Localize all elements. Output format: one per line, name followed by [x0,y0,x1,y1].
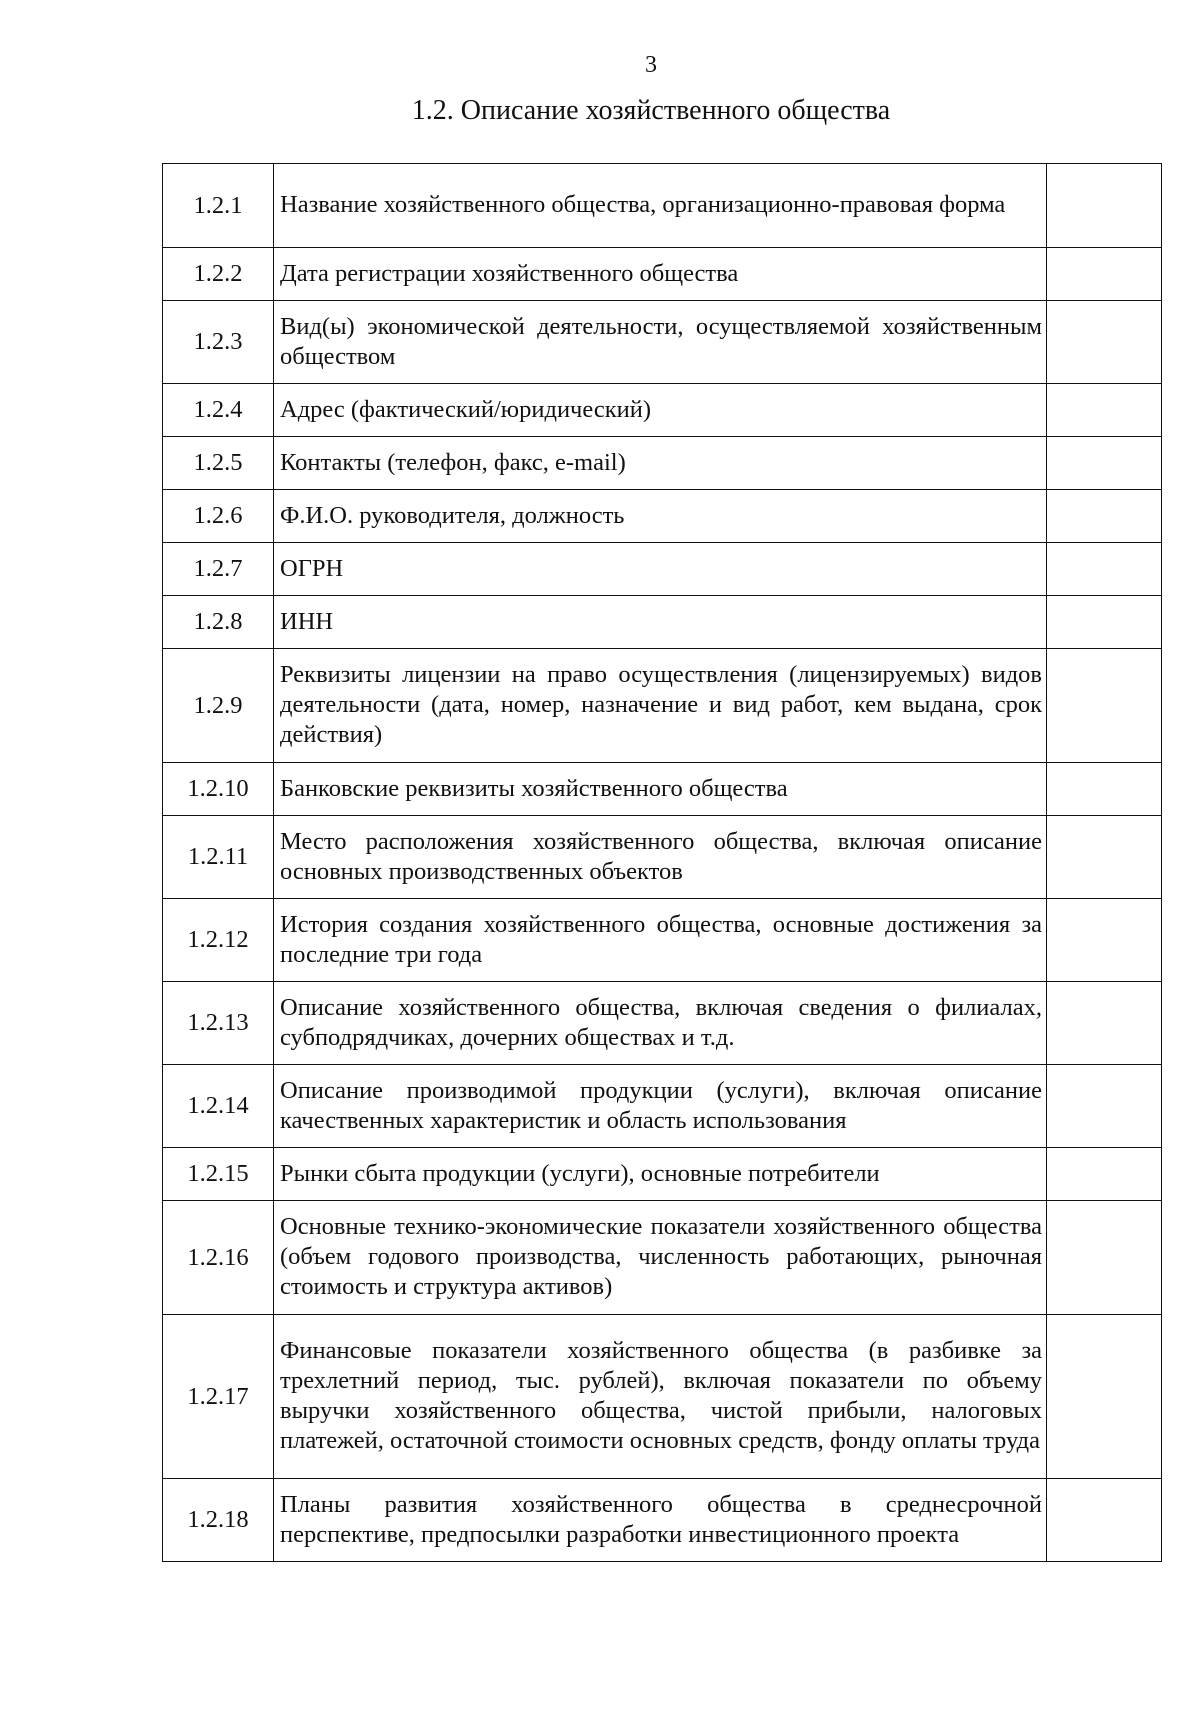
row-number: 1.2.8 [163,596,274,649]
row-value-cell[interactable] [1047,1065,1162,1148]
row-value-cell[interactable] [1047,164,1162,248]
row-value-cell[interactable] [1047,543,1162,596]
row-value-cell[interactable] [1047,816,1162,899]
row-number: 1.2.4 [163,384,274,437]
row-label: Описание производимой продукции (услуги), включая описание качественных характеристик и область использования [274,1065,1047,1148]
table-row [163,1148,1162,1201]
table-row [163,384,1162,437]
table-row [163,1479,1162,1562]
row-label: Планы развития хозяйственного общества в среднесрочной перспективе, предпосылки разработки инвестиционного проекта [274,1479,1047,1562]
company-description-table [162,163,1162,1562]
row-value-cell[interactable] [1047,982,1162,1065]
table-row [163,1315,1162,1479]
table-row [163,164,1162,248]
table-row [163,649,1162,763]
row-value-cell[interactable] [1047,1201,1162,1315]
row-number: 1.2.6 [163,490,274,543]
row-label: Место расположения хозяйственного общества, включая описание основных производственных объектов [274,816,1047,899]
page-number: 3 [645,52,657,78]
table-row [163,301,1162,384]
row-number: 1.2.12 [163,899,274,982]
row-value-cell[interactable] [1047,1315,1162,1479]
table-row [163,1201,1162,1315]
table-row [163,982,1162,1065]
row-number: 1.2.2 [163,248,274,301]
table-row [163,490,1162,543]
row-value-cell[interactable] [1047,248,1162,301]
row-number: 1.2.17 [163,1315,274,1479]
row-label: ОГРН [274,543,1047,596]
row-value-cell[interactable] [1047,596,1162,649]
row-number: 1.2.10 [163,763,274,816]
row-number: 1.2.11 [163,816,274,899]
row-number: 1.2.16 [163,1201,274,1315]
row-number: 1.2.7 [163,543,274,596]
row-label: История создания хозяйственного общества, основные достижения за последние три года [274,899,1047,982]
table-body [163,164,1162,1562]
row-value-cell[interactable] [1047,763,1162,816]
row-number: 1.2.9 [163,649,274,763]
row-label: Реквизиты лицензии на право осуществления (лицензируемых) видов деятельности (дата, номер, назначение и вид работ, кем выдана, срок действия) [274,649,1047,763]
row-value-cell[interactable] [1047,384,1162,437]
row-number: 1.2.14 [163,1065,274,1148]
row-label: Вид(ы) экономической деятельности, осуществляемой хозяйственным обществом [274,301,1047,384]
row-label: Дата регистрации хозяйственного общества [274,248,1047,301]
table-row [163,596,1162,649]
row-label: Рынки сбыта продукции (услуги), основные потребители [274,1148,1047,1201]
row-number: 1.2.1 [163,164,274,248]
table-row [163,899,1162,982]
table-row [163,763,1162,816]
row-value-cell[interactable] [1047,490,1162,543]
row-label: Название хозяйственного общества, организационно-правовая форма [274,164,1047,248]
row-value-cell[interactable] [1047,899,1162,982]
row-label: Основные технико-экономические показатели хозяйственного общества (объем годового производства, численность работающих, рыночная стоимость и структура активов) [274,1201,1047,1315]
row-number: 1.2.18 [163,1479,274,1562]
row-number: 1.2.5 [163,437,274,490]
row-label: Ф.И.О. руководителя, должность [274,490,1047,543]
table-row [163,437,1162,490]
row-label: Адрес (фактический/юридический) [274,384,1047,437]
section-title: 1.2. Описание хозяйственного общества [411,95,891,126]
row-value-cell[interactable] [1047,1148,1162,1201]
table-row [163,1065,1162,1148]
row-value-cell[interactable] [1047,437,1162,490]
row-label: ИНН [274,596,1047,649]
row-number: 1.2.13 [163,982,274,1065]
row-value-cell[interactable] [1047,1479,1162,1562]
row-value-cell[interactable] [1047,301,1162,384]
table-row [163,543,1162,596]
row-label: Финансовые показатели хозяйственного общества (в разбивке за трехлетний период, тыс. рублей), включая показатели по объему выручки хозяйственного общества, чистой прибыли, налоговых платежей, остаточной стоимости основных средств, фонду оплаты труда [274,1315,1047,1479]
table-row [163,248,1162,301]
row-number: 1.2.3 [163,301,274,384]
row-label: Описание хозяйственного общества, включая сведения о филиалах, субподрядчиках, дочерних обществах и т.д. [274,982,1047,1065]
table-row [163,816,1162,899]
row-value-cell[interactable] [1047,649,1162,763]
row-number: 1.2.15 [163,1148,274,1201]
row-label: Банковские реквизиты хозяйственного общества [274,763,1047,816]
row-label: Контакты (телефон, факс, e-mail) [274,437,1047,490]
